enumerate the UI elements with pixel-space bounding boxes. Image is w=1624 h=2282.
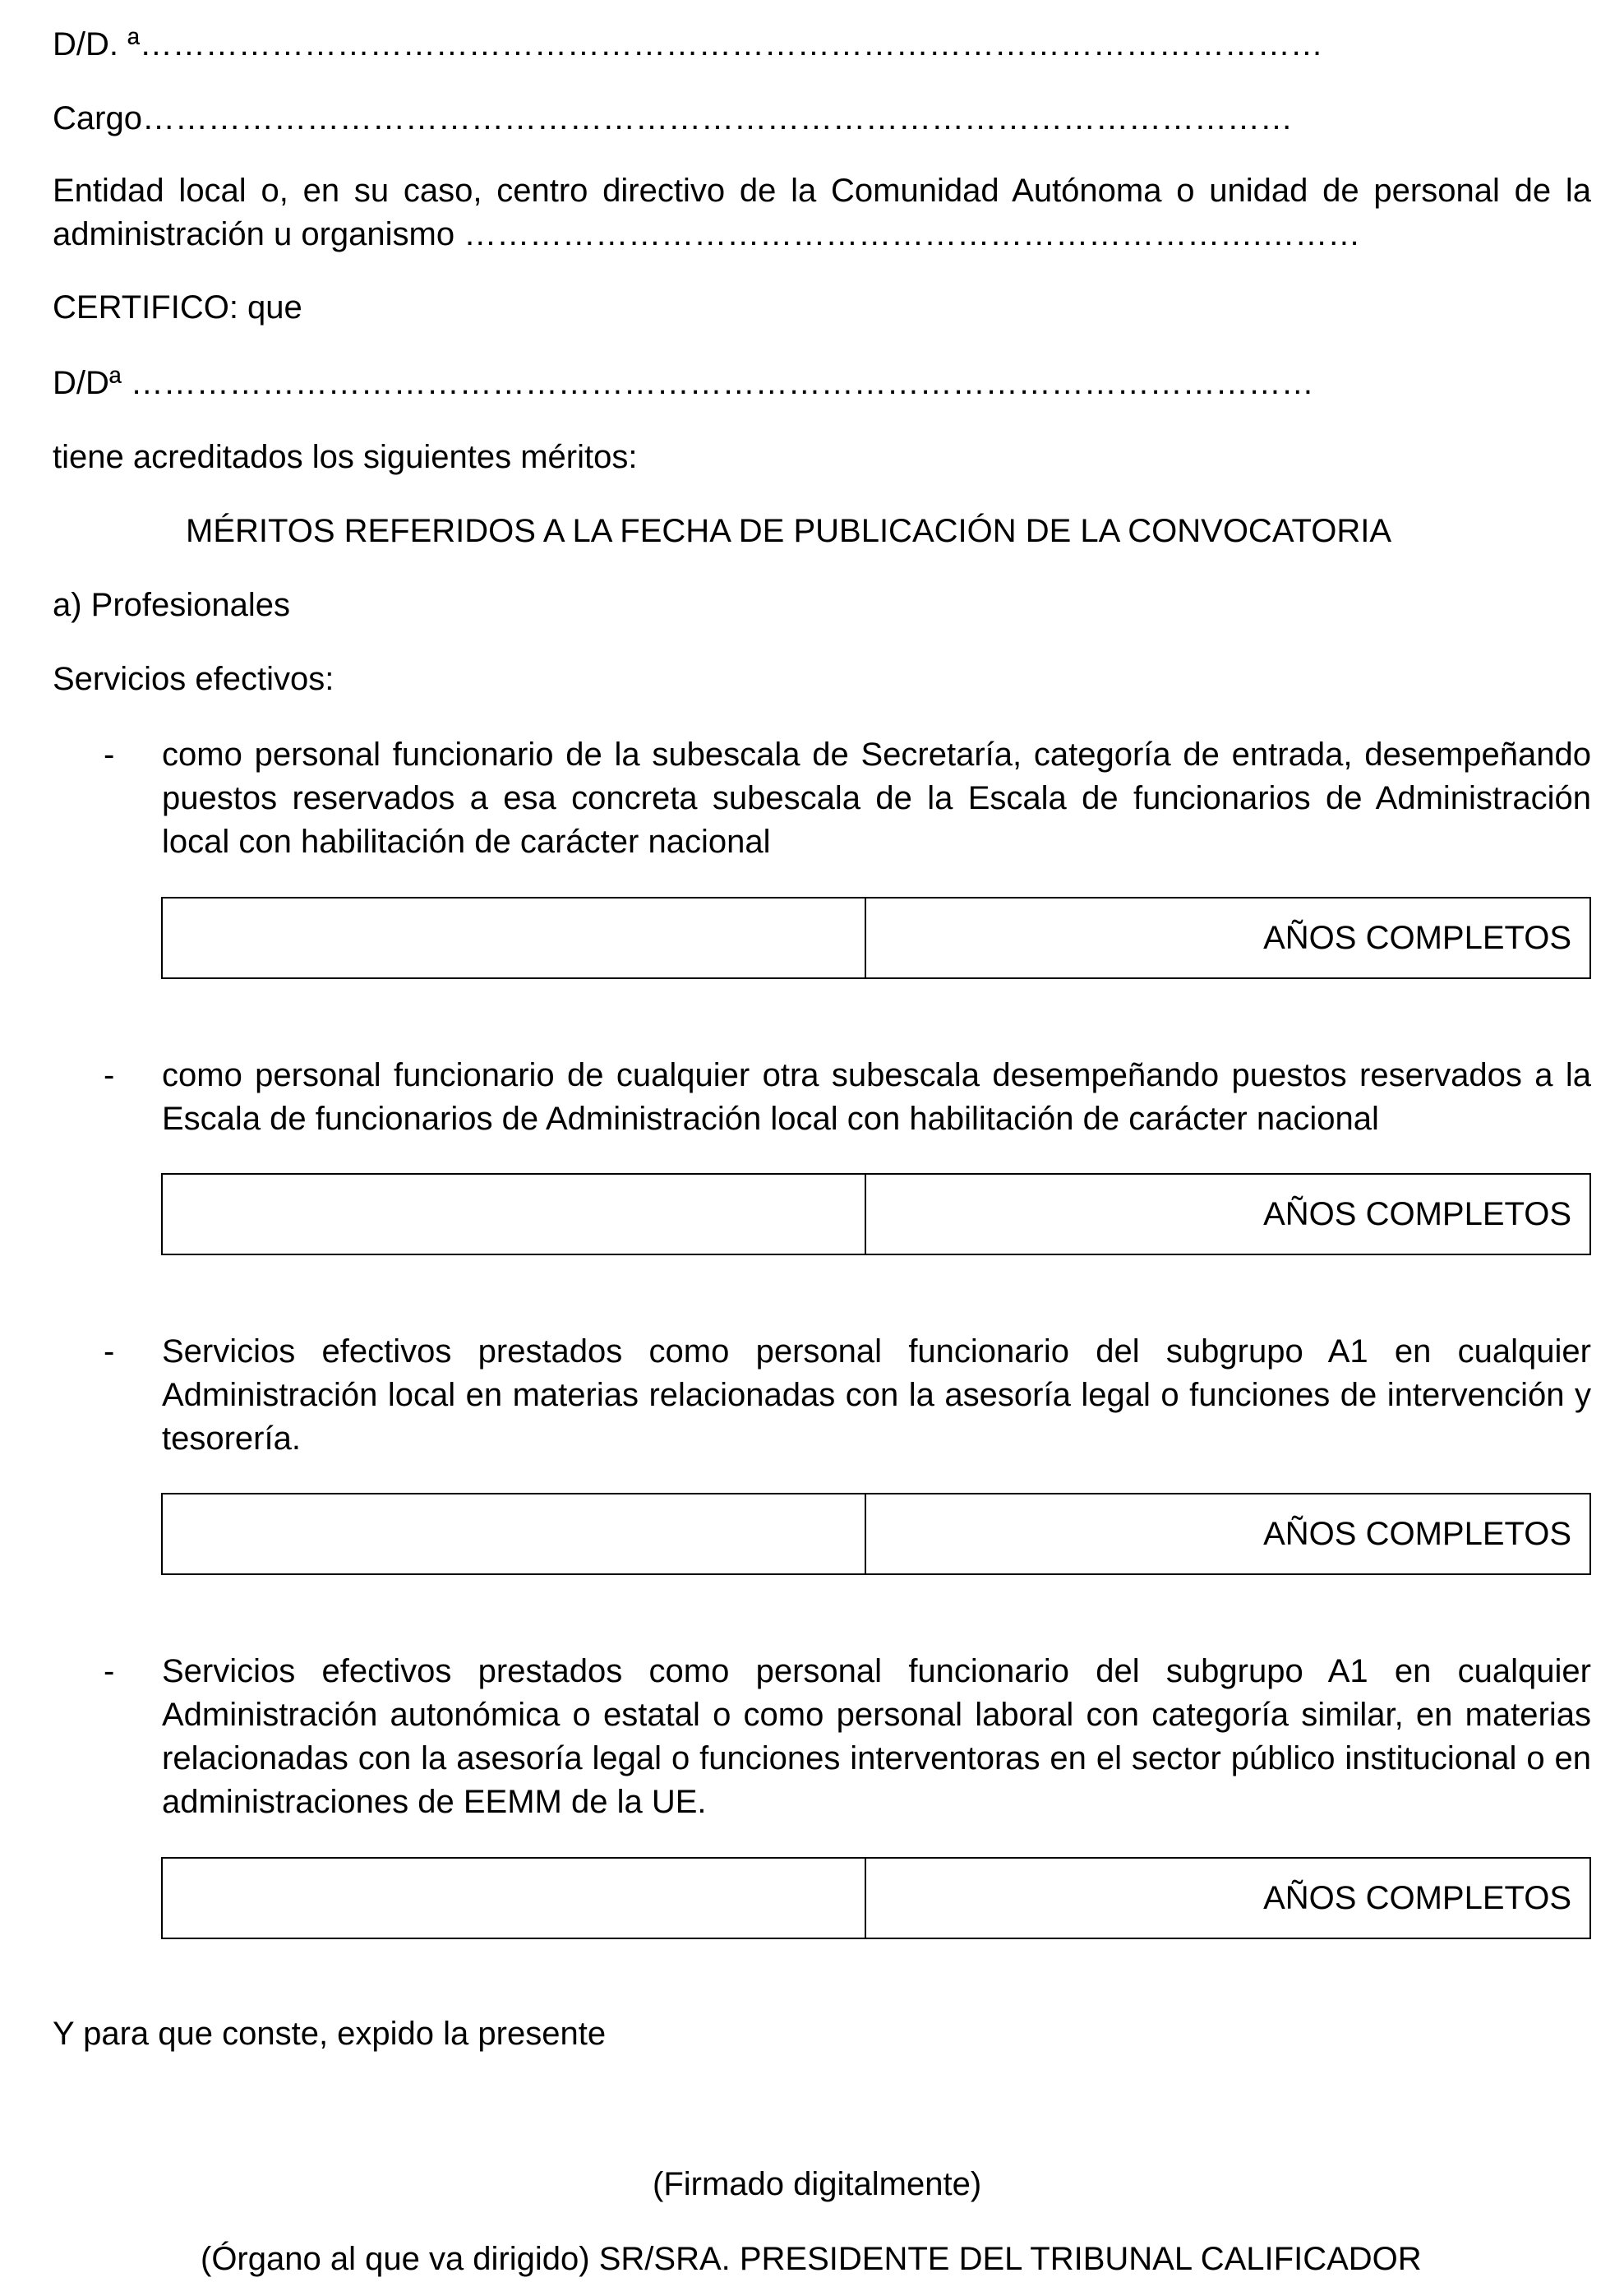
- closing-text: Y para que conste, expido la presente: [53, 2016, 607, 2052]
- addressee-line: (Órgano al que va dirigido) SR/SRA. PRESIDENTE DEL TRIBUNAL CALIFICADOR: [201, 2241, 1422, 2277]
- merit-dash: -: [104, 1333, 115, 1370]
- dd-field-line: D/D. ª………………………………………………………………………………………………: [53, 26, 1323, 62]
- merit-description: como personal funcionario de la subescala de Secretaría, categoría de entrada, desempeñando puestos reservados a esa concreta subescala de la Escala de funcionarios de Administración local con habilitación de carácter nacional: [162, 737, 1591, 860]
- merit-dash: -: [104, 1057, 115, 1093]
- years-table: [161, 1173, 1591, 1255]
- years-value-cell[interactable]: [163, 1494, 866, 1573]
- years-label: AÑOS COMPLETOS: [1263, 1879, 1571, 1916]
- years-label-cell: [866, 1494, 1589, 1573]
- merit-description: como personal funcionario de cualquier otra subescala desempeñando puestos reservados a la Escala de funcionarios de Administración local con habilitación de carácter nacional: [162, 1057, 1591, 1137]
- subsection-title: a) Profesionales: [53, 587, 291, 623]
- years-table: [161, 1857, 1591, 1939]
- years-label-cell: [866, 898, 1589, 977]
- merit-description: Servicios efectivos prestados como personal funcionario del subgrupo A1 en cualquier Administración local en materias relacionadas con la asesoría legal o funciones de intervención y tesorería.: [162, 1333, 1591, 1457]
- years-value-cell[interactable]: [163, 1859, 866, 1938]
- years-table: [161, 1493, 1591, 1575]
- servicios-label: Servicios efectivos:: [53, 661, 334, 697]
- merit-dash: -: [104, 737, 115, 773]
- years-label: AÑOS COMPLETOS: [1263, 919, 1571, 956]
- certifico-heading: CERTIFICO: que: [53, 289, 302, 326]
- cargo-field-line: Cargo……………………………………………………………………………………………: [53, 100, 1293, 136]
- entidad-field-line: Entidad local o, en su caso, centro directivo de la Comunidad Autónoma o unidad de personal de la administración u organismo ……………………………………………………………….………: [53, 173, 1591, 252]
- years-value-cell[interactable]: [163, 1175, 866, 1254]
- merit-description: Servicios efectivos prestados como personal funcionario del subgrupo A1 en cualquier Administración autonómica o estatal o como personal laboral con categoría similar, en materias relacionadas con la asesoría legal o funciones interventoras en el sector público institucional o en administraciones de EEMM de la UE.: [162, 1653, 1591, 1820]
- years-label: AÑOS COMPLETOS: [1263, 1515, 1571, 1552]
- dda-field-line: D/Dª ………………………………………………………………………………………………: [53, 365, 1314, 401]
- acreditados-text: tiene acreditados los siguientes méritos:: [53, 439, 638, 475]
- years-label: AÑOS COMPLETOS: [1263, 1195, 1571, 1232]
- merit-dash: -: [104, 1653, 115, 1689]
- signature-note: (Firmado digitalmente): [653, 2166, 982, 2202]
- years-value-cell[interactable]: [163, 898, 866, 977]
- section-title: MÉRITOS REFERIDOS A LA FECHA DE PUBLICACIÓN DE LA CONVOCATORIA: [186, 513, 1392, 549]
- years-label-cell: [866, 1175, 1589, 1254]
- years-label-cell: [866, 1859, 1589, 1938]
- years-table: [161, 897, 1591, 979]
